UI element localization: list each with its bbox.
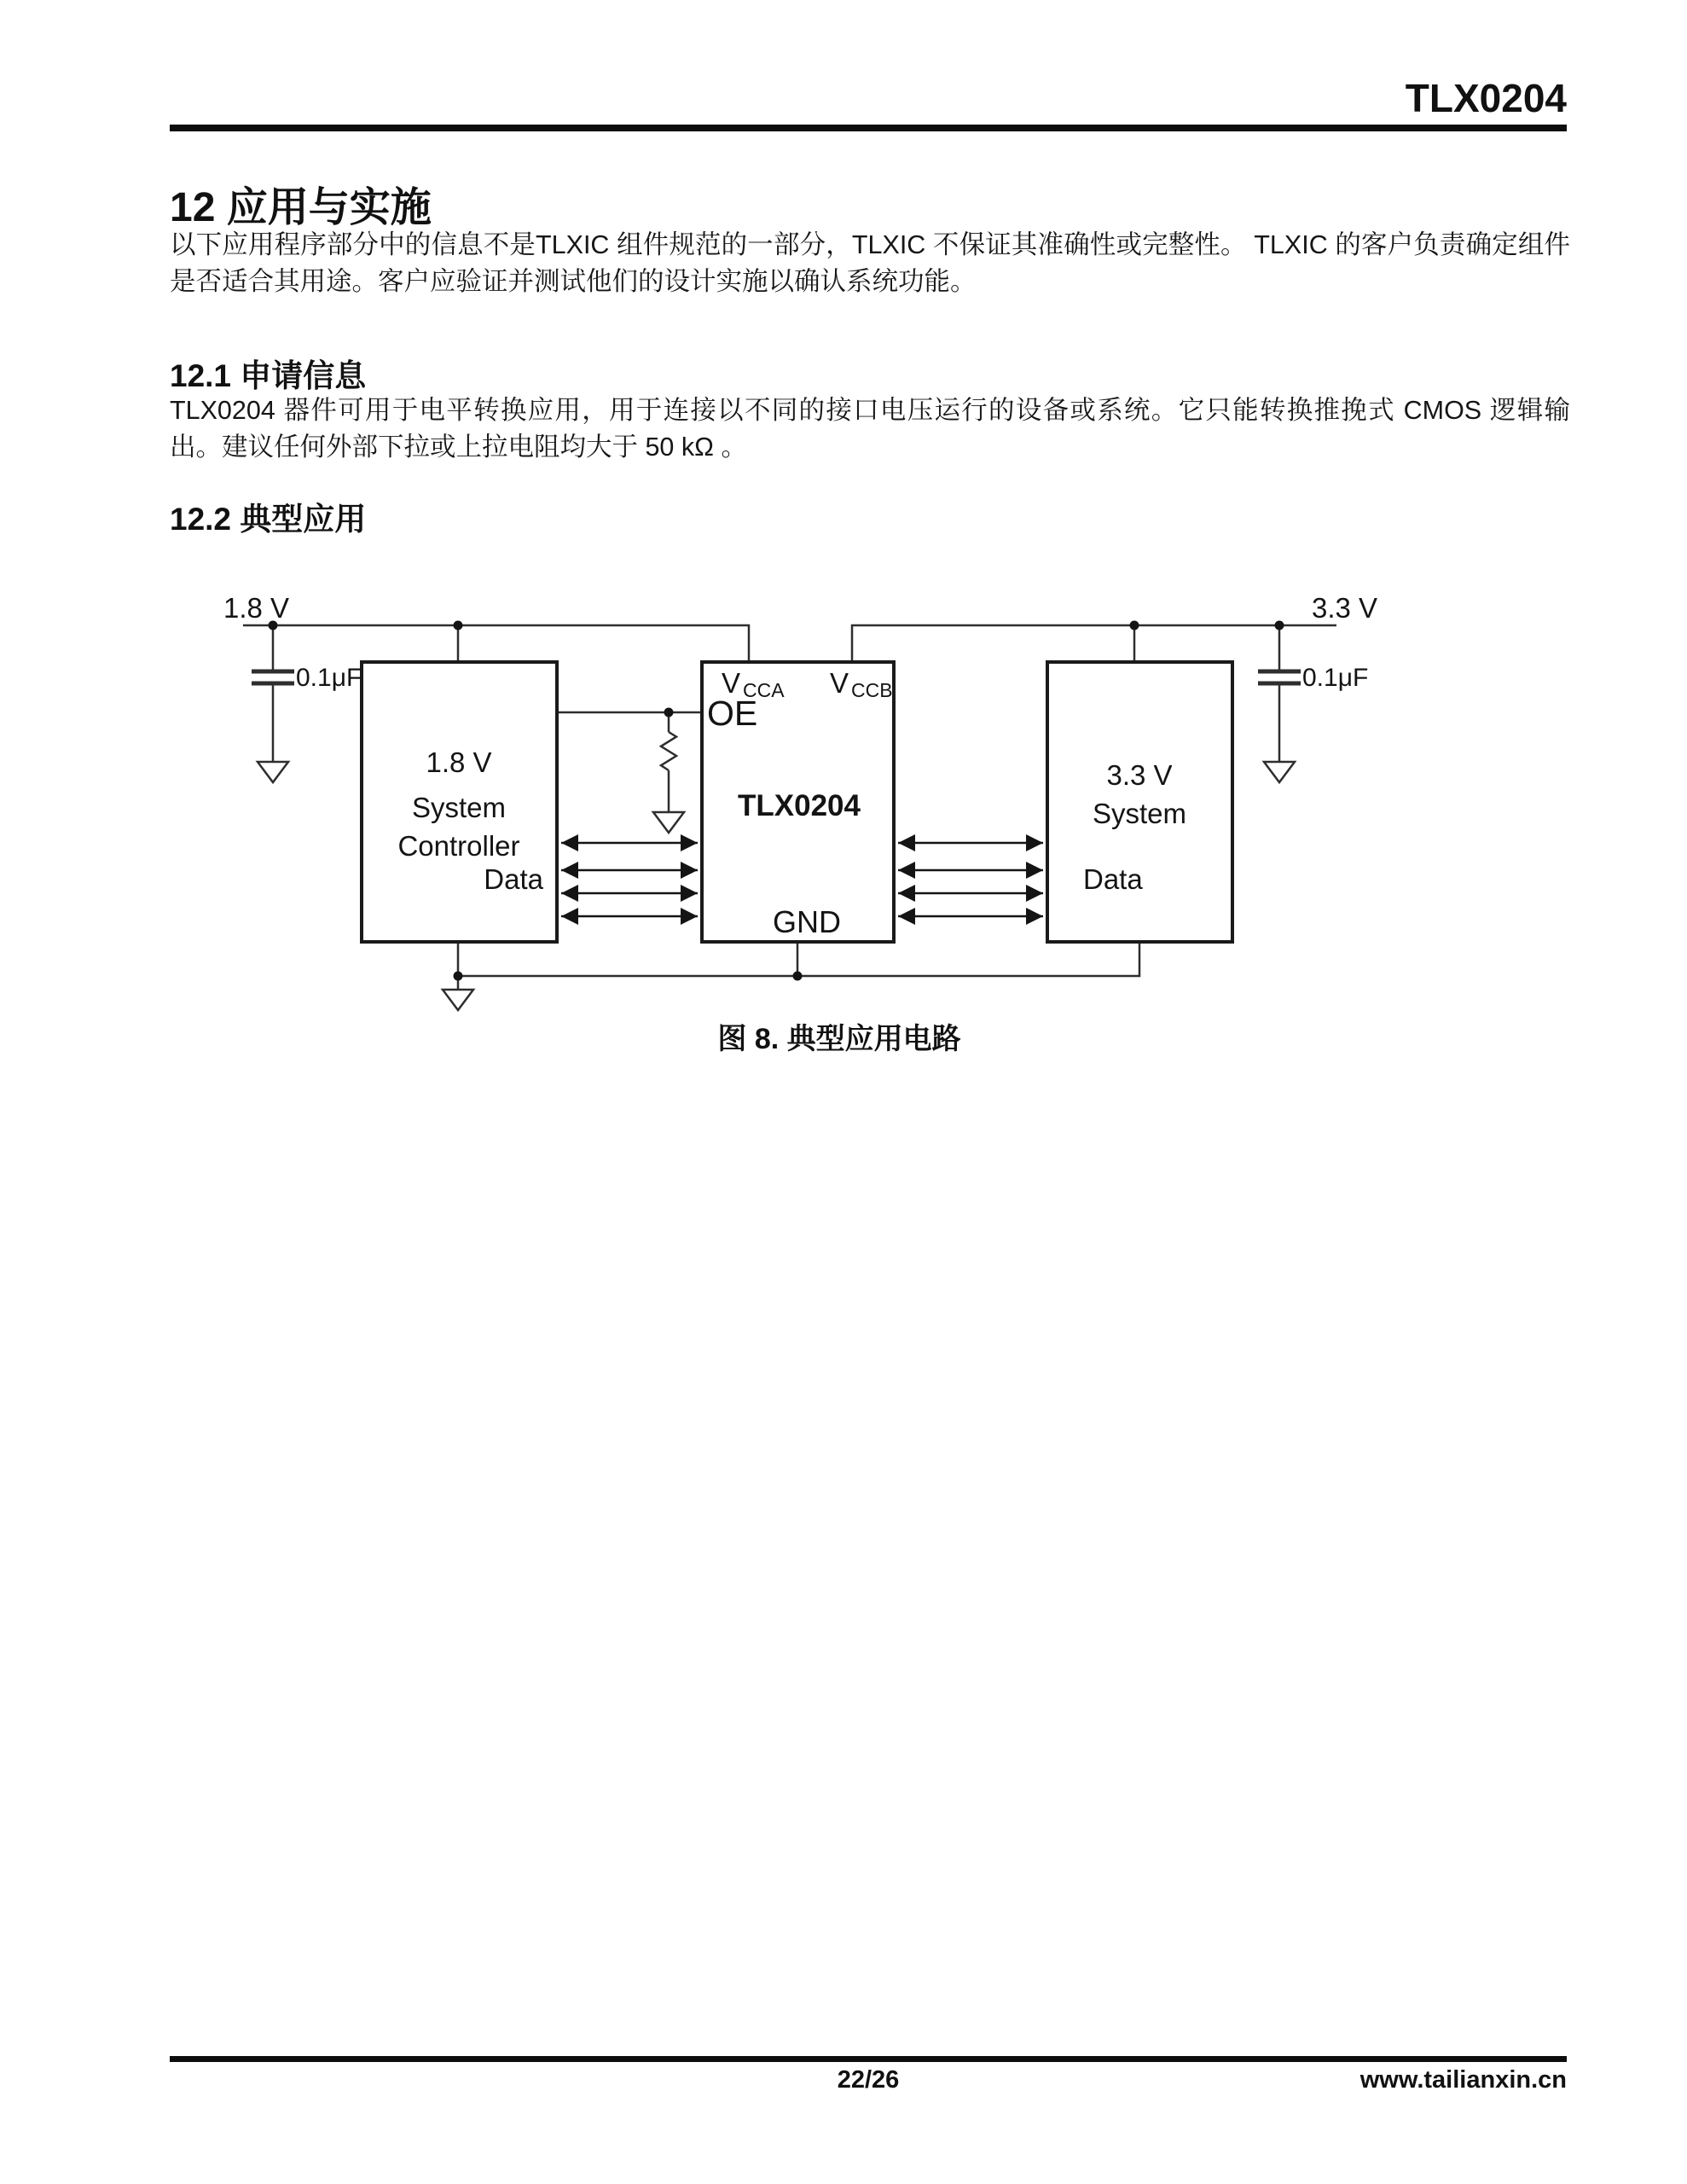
header-rule (170, 125, 1567, 131)
ground-symbol-rail (443, 990, 473, 1010)
pin-vcca-subscript: CCA (743, 679, 785, 701)
cap-a-value-label: 0.1μF (296, 664, 362, 692)
pin-vccb-subscript: CCB (851, 679, 893, 701)
section-12-1-body: TLX0204 器件可用于电平转换应用，用于连接以不同的接口电压运行的设备或系统。它只能转换推挽式 CMOS 逻辑输出。建议任何外部下拉或上拉电阻均大于 50 kΩ 。 (170, 396, 1570, 462)
junction-dot (793, 972, 803, 981)
pin-oe-label: OE (707, 694, 758, 733)
figure-caption: 图 8. 典型应用电路 (717, 1023, 961, 1055)
capacitor-a-plates (252, 671, 294, 683)
rail-b-voltage-label: 3.3 V (1312, 592, 1378, 624)
ic-name-label: TLX0204 (738, 789, 861, 822)
section-12-body: 以下应用程序部分中的信息不是TLXIC 组件规范的一部分，TLXIC 不保证其准确性或完整性。 TLXIC 的客户负责确定组件是否适合其用途。客户应验证并测试他们的设计实施以确认系统功能。 (170, 230, 1570, 296)
section-12-2-heading: 12.2 典型应用 (170, 502, 367, 537)
junction-dot (454, 972, 463, 981)
ground-symbol-cap-b (1264, 762, 1295, 782)
oe-pull-resistor (661, 712, 676, 812)
typical-application-circuit-diagram (196, 580, 1390, 1058)
rail-1v8-wire (243, 625, 749, 662)
junction-dot (454, 621, 463, 630)
left-box-system: System (411, 792, 507, 823)
rail-3v3-wire (852, 625, 1336, 662)
rail-a-voltage-label: 1.8 V (223, 592, 290, 624)
left-box-voltage: 1.8 V (426, 746, 492, 778)
pin-gnd-label: GND (773, 904, 841, 939)
left-box-controller: Controller (397, 830, 520, 862)
footer-rule (170, 2056, 1567, 2062)
right-box-data-label: Data (1083, 863, 1143, 895)
ground-symbol-resistor (653, 812, 684, 833)
pin-vccb-label: V (830, 667, 849, 699)
capacitor-b-plates (1258, 671, 1301, 683)
right-box-system: System (1092, 798, 1187, 829)
junction-dot (1130, 621, 1139, 630)
pin-vcca-label: V (722, 667, 741, 699)
footer-website: www.tailianxin.cn (1359, 2066, 1567, 2094)
junction-dot (1275, 621, 1284, 630)
left-box-data-label: Data (484, 863, 543, 895)
section-12-heading: 12 应用与实施 (170, 185, 432, 230)
cap-b-value-label: 0.1μF (1302, 664, 1369, 692)
section-12-1-heading: 12.1 申请信息 (170, 358, 367, 393)
footer-page-number: 22/26 (837, 2066, 900, 2094)
capacitor-a (252, 671, 294, 683)
capacitor-b (1258, 671, 1301, 683)
right-box-voltage: 3.3 V (1106, 759, 1173, 791)
ground-symbol-cap-a (258, 762, 288, 782)
junction-dot (664, 708, 674, 717)
doc-title: TLX0204 (1405, 76, 1567, 120)
gnd-rail-wire (458, 942, 1139, 990)
resistor-zigzag (661, 732, 676, 770)
